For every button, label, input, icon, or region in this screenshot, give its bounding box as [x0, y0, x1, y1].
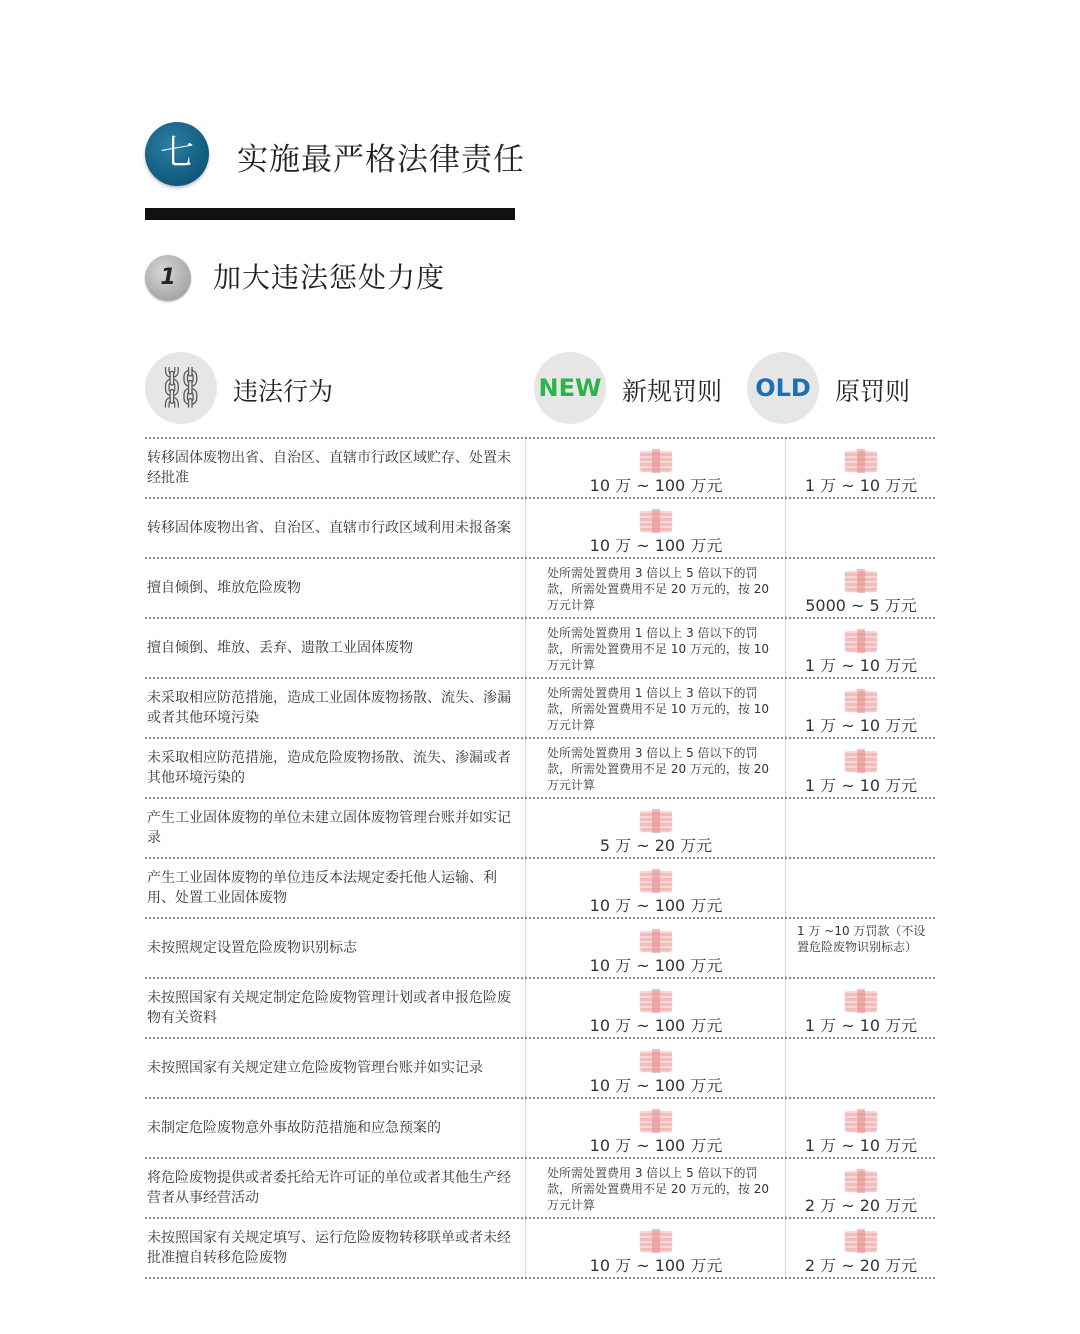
- table-row: [145, 797, 935, 857]
- money-icon: [845, 751, 877, 771]
- subsection-number-badge: 1: [145, 255, 191, 301]
- old-penalty-cell: [787, 439, 935, 497]
- money-icon: [640, 811, 672, 831]
- table-row: [145, 1157, 935, 1217]
- table-row: [145, 737, 935, 797]
- table-row: [145, 917, 935, 977]
- new-penalty-cell: [527, 679, 785, 737]
- money-icon: [845, 1171, 877, 1191]
- penalty-amount: 1 万 ~ 10 万元: [804, 776, 918, 795]
- old-penalty-cell: [787, 739, 935, 797]
- violation-cell: 将危险废物提供或者委托给无许可证的单位或者其他生产经营者从事经营活动: [147, 1170, 511, 1206]
- new-penalty-cell: [527, 739, 785, 797]
- column-separator: [785, 919, 786, 977]
- table-row: [145, 1097, 935, 1157]
- violation-cell: 未采取相应防范措施，造成危险废物扬散、流失、渗漏或者其他环境污染的: [147, 750, 511, 786]
- column-header-act: [145, 352, 445, 426]
- column-separator: [525, 619, 526, 677]
- table-row: [145, 557, 935, 617]
- old-penalty-cell: [787, 499, 935, 557]
- old-penalty-cell: [787, 559, 935, 617]
- old-penalty-cell: [787, 1159, 935, 1217]
- column-separator: [525, 439, 526, 497]
- penalty-rule-text: 处所需处置费用 3 倍以上 5 倍以下的罚款，所需处置费用不足 20 万元的，按 20 万元计算: [547, 566, 769, 612]
- penalty-amount: 10 万 ~ 100 万元: [589, 1256, 723, 1275]
- money-icon: [845, 991, 877, 1011]
- violation-cell: 未制定危险废物意外事故防范措施和应急预案的: [147, 1120, 441, 1136]
- new-penalty-cell: [527, 979, 785, 1037]
- column-separator: [785, 1219, 786, 1277]
- new-penalty-cell: [527, 1219, 785, 1277]
- violation-cell: 产生工业固体废物的单位未建立固体废物管理台账并如实记录: [147, 810, 511, 846]
- violation-cell: 未按照国家有关规定制定危险废物管理计划或者申报危险废物有关资料: [147, 990, 511, 1026]
- penalty-amount: 1 万 ~ 10 万元: [804, 1016, 918, 1035]
- money-icon: [845, 1111, 877, 1131]
- table-row: [145, 437, 935, 497]
- penalty-rule-text: 处所需处置费用 3 倍以上 5 倍以下的罚款，所需处置费用不足 20 万元的，按 20 万元计算: [547, 1166, 769, 1212]
- column-separator: [785, 799, 786, 857]
- table-row: [145, 1217, 935, 1279]
- new-penalty-cell: [527, 499, 785, 557]
- column-header-new: [534, 352, 744, 426]
- money-icon: [640, 451, 672, 471]
- money-icon: [640, 511, 672, 531]
- penalty-amount: 10 万 ~ 100 万元: [589, 536, 723, 555]
- column-separator: [785, 979, 786, 1037]
- money-icon: [640, 931, 672, 951]
- column-separator: [525, 1159, 526, 1217]
- column-separator: [525, 799, 526, 857]
- new-penalty-cell: [527, 859, 785, 917]
- column-separator: [785, 1099, 786, 1157]
- money-icon: [845, 631, 877, 651]
- column-label-new: 新规罚则: [622, 377, 723, 406]
- old-penalty-cell: [787, 979, 935, 1037]
- penalty-amount: 2 万 ~ 20 万元: [804, 1196, 918, 1215]
- new-penalty-cell: [527, 1159, 785, 1217]
- money-icon: [640, 991, 672, 1011]
- penalty-rule-text: 处所需处置费用 1 倍以上 3 倍以下的罚款，所需处置费用不足 10 万元的，按 10 万元计算: [547, 686, 769, 732]
- new-penalty-cell: [527, 1099, 785, 1157]
- table-row: [145, 677, 935, 737]
- penalty-amount: 5 万 ~ 20 万元: [599, 836, 713, 855]
- new-penalty-cell: [527, 799, 785, 857]
- column-separator: [785, 1159, 786, 1217]
- new-badge-icon: NEW: [534, 352, 606, 424]
- section-number-badge: 七: [145, 122, 209, 186]
- column-separator: [525, 1219, 526, 1277]
- column-separator: [525, 739, 526, 797]
- new-penalty-cell: [527, 919, 785, 977]
- column-header-old: [747, 352, 937, 426]
- money-icon: [845, 571, 877, 591]
- violation-cell: 未按照规定设置危险废物识别标志: [147, 940, 357, 956]
- column-separator: [785, 739, 786, 797]
- column-separator: [785, 499, 786, 557]
- new-penalty-cell: [527, 439, 785, 497]
- column-separator: [785, 439, 786, 497]
- column-separator: [525, 1099, 526, 1157]
- table-row: [145, 857, 935, 917]
- old-penalty-cell: [787, 679, 935, 737]
- old-penalty-cell: [787, 859, 935, 917]
- money-icon: [640, 871, 672, 891]
- penalty-amount: 1 万 ~ 10 万元: [804, 476, 918, 495]
- column-separator: [785, 619, 786, 677]
- table-row: [145, 977, 935, 1037]
- column-label-old: 原罚则: [835, 377, 911, 406]
- old-badge-icon: OLD: [747, 352, 819, 424]
- violation-cell: 产生工业固体废物的单位违反本法规定委托他人运输、利用、处置工业固体废物: [147, 870, 497, 906]
- penalty-rule-text: 1 万 ~10 万罚款（不设置危险废物识别标志）: [797, 924, 926, 954]
- section-divider-bar: [145, 208, 515, 220]
- subsection-title: 加大违法惩处力度: [213, 261, 446, 294]
- table-row: [145, 1037, 935, 1097]
- old-penalty-cell: [787, 1219, 935, 1277]
- new-penalty-cell: [527, 1039, 785, 1097]
- penalty-amount: 2 万 ~ 20 万元: [804, 1256, 918, 1275]
- penalty-table: [145, 437, 935, 1279]
- penalty-amount: 1 万 ~ 10 万元: [804, 1136, 918, 1155]
- column-separator: [785, 559, 786, 617]
- column-separator: [785, 859, 786, 917]
- penalty-amount: 10 万 ~ 100 万元: [589, 956, 723, 975]
- violation-cell: 擅自倾倒、堆放危险废物: [147, 580, 301, 596]
- column-separator: [525, 499, 526, 557]
- penalty-amount: 1 万 ~ 10 万元: [804, 656, 918, 675]
- violation-cell: 擅自倾倒、堆放、丢弃、遗散工业固体废物: [147, 640, 413, 656]
- money-icon: [845, 691, 877, 711]
- penalty-amount: 10 万 ~ 100 万元: [589, 476, 723, 495]
- section-title: 实施最严格法律责任: [237, 142, 525, 178]
- money-icon: [845, 451, 877, 471]
- penalty-amount: 10 万 ~ 100 万元: [589, 896, 723, 915]
- new-penalty-cell: [527, 559, 785, 617]
- old-penalty-cell: [787, 1039, 935, 1097]
- old-penalty-cell: [787, 1099, 935, 1157]
- handcuffs-icon: ⛓: [145, 352, 217, 424]
- violation-cell: 转移固体废物出省、自治区、直辖市行政区域利用未报备案: [147, 520, 511, 536]
- column-separator: [785, 1039, 786, 1097]
- penalty-amount: 1 万 ~ 10 万元: [804, 716, 918, 735]
- table-row: [145, 497, 935, 557]
- violation-cell: 转移固体废物出省、自治区、直辖市行政区域贮存、处置未经批准: [147, 450, 511, 486]
- old-penalty-cell: [787, 619, 935, 677]
- penalty-amount: 10 万 ~ 100 万元: [589, 1016, 723, 1035]
- column-separator: [525, 979, 526, 1037]
- column-separator: [785, 679, 786, 737]
- column-separator: [525, 559, 526, 617]
- penalty-amount: 5000 ~ 5 万元: [805, 596, 917, 615]
- old-penalty-cell: [787, 919, 935, 977]
- penalty-rule-text: 处所需处置费用 1 倍以上 3 倍以下的罚款，所需处置费用不足 10 万元的，按 10 万元计算: [547, 626, 769, 672]
- money-icon: [845, 1231, 877, 1251]
- section-header: [145, 122, 525, 222]
- violation-cell: 未采取相应防范措施，造成工业固体废物扬散、流失、渗漏或者其他环境污染: [147, 690, 511, 726]
- money-icon: [640, 1231, 672, 1251]
- violation-cell: 未按照国家有关规定建立危险废物管理台账并如实记录: [147, 1060, 483, 1076]
- column-separator: [525, 1039, 526, 1097]
- money-icon: [640, 1051, 672, 1071]
- penalty-amount: 10 万 ~ 100 万元: [589, 1136, 723, 1155]
- money-icon: [640, 1111, 672, 1131]
- table-row: [145, 617, 935, 677]
- violation-cell: 未按照国家有关规定填写、运行危险废物转移联单或者未经批准擅自转移危险废物: [147, 1230, 511, 1266]
- subsection-header: [145, 252, 545, 302]
- column-label-act: 违法行为: [233, 377, 334, 406]
- column-separator: [525, 919, 526, 977]
- penalty-amount: 10 万 ~ 100 万元: [589, 1076, 723, 1095]
- new-penalty-cell: [527, 619, 785, 677]
- column-separator: [525, 679, 526, 737]
- old-penalty-cell: [787, 799, 935, 857]
- penalty-rule-text: 处所需处置费用 3 倍以上 5 倍以下的罚款，所需处置费用不足 20 万元的，按 20 万元计算: [547, 746, 769, 792]
- column-separator: [525, 859, 526, 917]
